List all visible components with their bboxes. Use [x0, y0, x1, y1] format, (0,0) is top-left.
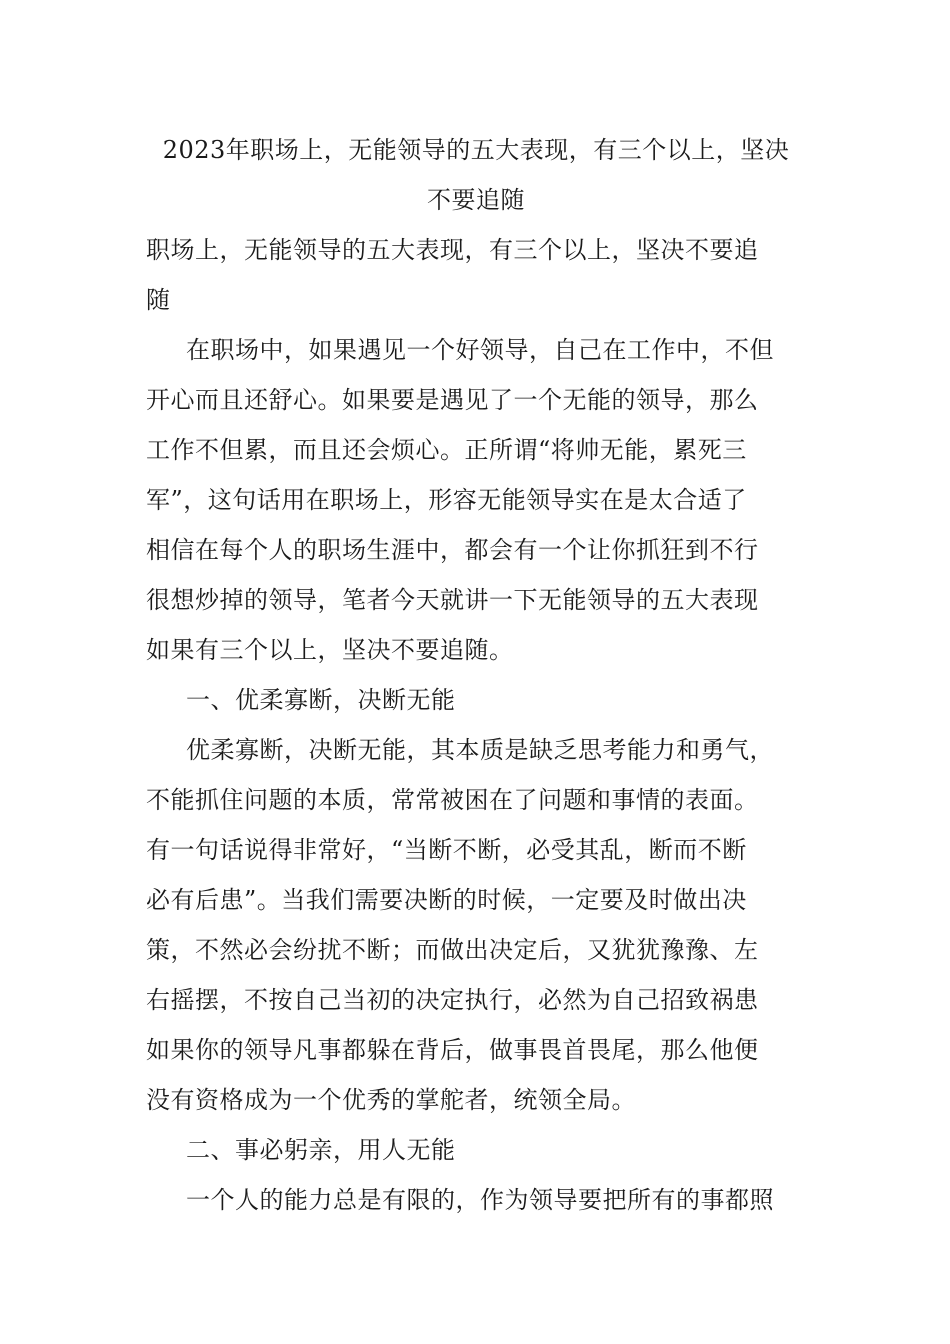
paragraph-line: 如果有三个以上，坚决不要追随。 [146, 636, 514, 664]
document-title-line-2: 不要追随 [427, 186, 525, 214]
paragraph-line: 一个人的能力总是有限的，作为领导要把所有的事都照 [186, 1186, 774, 1214]
paragraph-line: 右摇摆，不按自己当初的决定执行，必然为自己招致祸患 [146, 986, 759, 1014]
paragraph-line: 有一句话说得非常好，“当断不断，必受其乱，断而不断 [146, 836, 747, 864]
document-title-line-1: 2023年职场上，无能领导的五大表现，有三个以上，坚决 [162, 136, 790, 164]
section-heading-2: 二、事必躬亲，用人无能 [186, 1136, 456, 1164]
paragraph-line: 必有后患”。当我们需要决断的时候，一定要及时做出决 [146, 886, 747, 914]
paragraph-line: 如果你的领导凡事都躲在背后，做事畏首畏尾，那么他便 [146, 1036, 759, 1064]
paragraph-line: 开心而且还舒心。如果要是遇见了一个无能的领导，那么 [146, 386, 759, 414]
paragraph-line: 工作不但累，而且还会烦心。正所谓“将帅无能，累死三 [146, 436, 747, 464]
paragraph-line: 军”，这句话用在职场上，形容无能领导实在是太合适了 [146, 486, 747, 514]
paragraph-line: 很想炒掉的领导，笔者今天就讲一下无能领导的五大表现 [146, 586, 759, 614]
paragraph-line: 在职场中，如果遇见一个好领导，自己在工作中，不但 [186, 336, 774, 364]
paragraph-line: 没有资格成为一个优秀的掌舵者，统领全局。 [146, 1086, 636, 1114]
paragraph-line: 不能抓住问题的本质，常常被困在了问题和事情的表面。 [146, 786, 759, 814]
subtitle-line-2: 随 [146, 286, 171, 314]
paragraph-line: 相信在每个人的职场生涯中，都会有一个让你抓狂到不行 [146, 536, 759, 564]
paragraph-line: 优柔寡断，决断无能，其本质是缺乏思考能力和勇气， [186, 736, 774, 764]
subtitle-line-1: 职场上，无能领导的五大表现，有三个以上，坚决不要追 [146, 236, 759, 264]
paragraph-line: 策，不然必会纷扰不断；而做出决定后，又犹犹豫豫、左 [146, 936, 759, 964]
section-heading-1: 一、优柔寡断，决断无能 [186, 686, 456, 714]
